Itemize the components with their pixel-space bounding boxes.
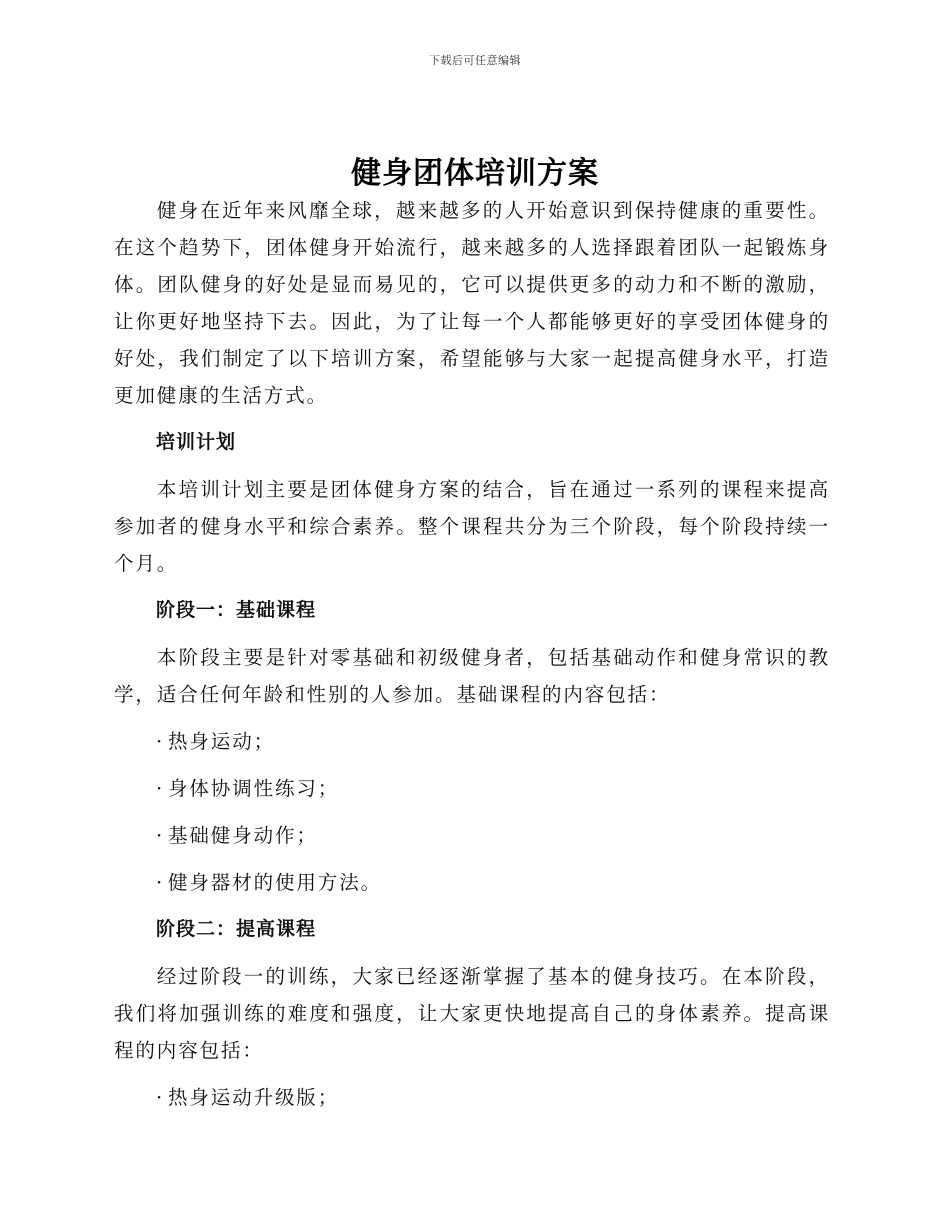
bullet-icon: · (156, 730, 165, 753)
list-item (114, 770, 830, 807)
list-item (114, 864, 830, 901)
stage2-paragraph: 经过阶段一的训练，大家已经逐渐掌握了基本的健身技巧。在本阶段，我们将加强训练的难度和强度，让大家更快地提高自己的身体素养。提高课程的内容包括： (114, 965, 830, 1062)
list-item-text: 热身运动升级版； (168, 1086, 340, 1109)
list-item (114, 1079, 830, 1116)
list-item-text: 热身运动； (168, 730, 276, 753)
document-body (114, 192, 830, 1116)
bullet-icon: · (156, 777, 165, 800)
header-note: 下载后可任意编辑 (429, 54, 521, 67)
stage1-paragraph: 本阶段主要是针对零基础和初级健身者，包括基础动作和健身常识的教学，适合任何年龄和性别的人参加。基础课程的内容包括： (114, 646, 830, 706)
section-heading-stage1: 阶段一：基础课程 (156, 599, 317, 621)
document-title: 健身团体培训方案 (351, 156, 599, 191)
list-item-text: 身体协调性练习； (168, 777, 340, 800)
list-item (114, 723, 830, 760)
section-heading-plan: 培训计划 (156, 431, 237, 453)
plan-paragraph: 本培训计划主要是团体健身方案的结合，旨在通过一系列的课程来提高参加者的健身水平和综合素养。整个课程共分为三个阶段，每个阶段持续一个月。 (114, 478, 830, 575)
section-heading-stage2: 阶段二：提高课程 (156, 918, 317, 940)
bullet-icon: · (156, 824, 165, 847)
bullet-icon: · (156, 1086, 165, 1109)
intro-paragraph: 健身在近年来风靡全球，越来越多的人开始意识到保持健康的重要性。在这个趋势下，团体健身开始流行，越来越多的人选择跟着团队一起锻炼身体。团队健身的好处是显而易见的，它可以提供更多的动力和不断的激励，让你更好地坚持下去。因此，为了让每一个人都能够更好的享受团体健身的好处，我们制定了以下培训方案，希望能够与大家一起提高健身水平，打造更加健康的生活方式。 (114, 199, 830, 407)
list-item-text: 基础健身动作； (168, 824, 318, 847)
bullet-icon: · (156, 871, 165, 894)
list-item-text: 健身器材的使用方法。 (168, 871, 383, 894)
list-item (114, 817, 830, 854)
